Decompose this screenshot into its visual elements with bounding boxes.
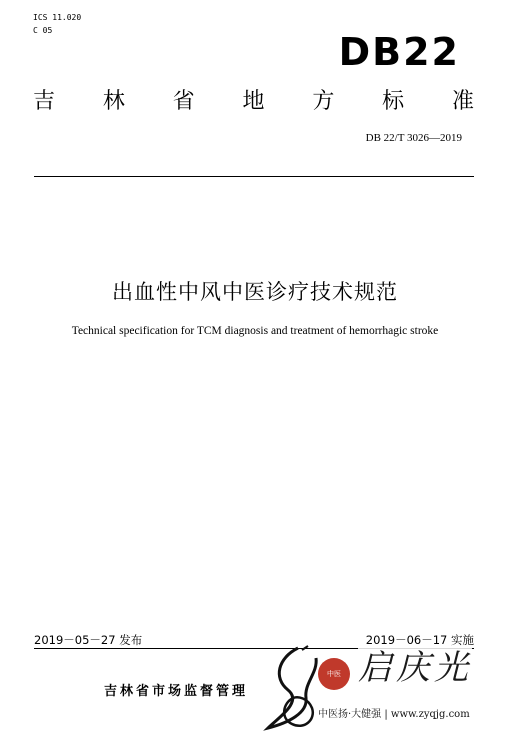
- title-chinese: 出血性中风中医诊疗技术规范: [112, 280, 398, 304]
- standard-type-char: 省: [172, 89, 195, 114]
- title-english: Technical specification for TCM diagnosis and treatment of hemorrhagic stroke: [71, 325, 439, 337]
- standard-type: [33, 88, 474, 116]
- ccs-code: C 05: [33, 26, 53, 35]
- standard-type-char: 吉: [33, 89, 56, 114]
- standard-type-char: 林: [102, 89, 125, 114]
- standard-number: DB 22/T 3026—2019: [365, 132, 462, 144]
- watermark-seal: 中医: [318, 658, 350, 690]
- top-divider: [34, 176, 474, 177]
- standard-type-char: 方: [312, 89, 335, 114]
- ics-code: ICS 11.020: [33, 13, 82, 22]
- standard-type-char: 准: [451, 89, 474, 114]
- standard-code: DB22: [338, 30, 460, 74]
- publish-date: 2019－05－27 发布: [34, 633, 143, 647]
- watermark-caption: 中医扬·大健强 | www.zyqjg.com: [318, 709, 470, 720]
- watermark-name: 启庆光: [358, 648, 472, 688]
- standard-type-char: 标: [382, 89, 405, 114]
- issuer: 吉林省市场监督管理: [104, 684, 249, 699]
- implement-date: 2019－06－17 实施: [365, 633, 474, 647]
- standard-type-char: 地: [242, 89, 265, 114]
